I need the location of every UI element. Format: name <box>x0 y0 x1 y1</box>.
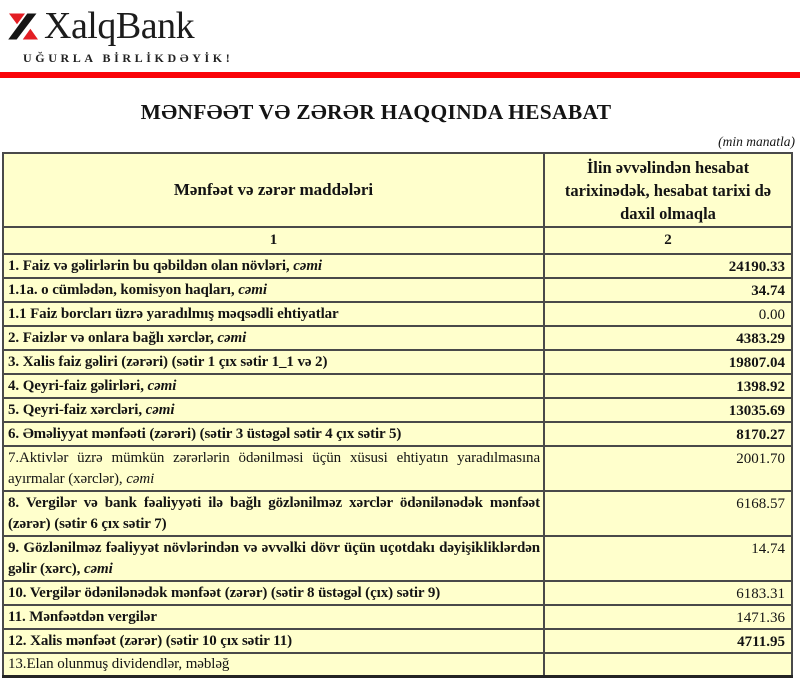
row-label: 8. Vergilər və bank fəaliyyəti ilə bağlı gözlənilməz xərclər ödənilənədək mənfəət (zərər) (sətir 6 çıx sətir 7) <box>3 491 544 536</box>
row-value: 24190.33 <box>544 254 792 278</box>
table-row <box>3 536 792 581</box>
row-value: 8170.27 <box>544 422 792 446</box>
column-index-1: 1 <box>3 227 544 254</box>
row-value: 14.74 <box>544 536 792 581</box>
row-value: 1471.36 <box>544 605 792 629</box>
row-value: 34.74 <box>544 278 792 302</box>
row-label: 9. Gözlənilməz fəaliyyət növlərindən və əvvəlki dövr üçün uçotdakı dəyişikliklərdən gəlir (xərc), cəmi <box>3 536 544 581</box>
row-label: 6. Əməliyyat mənfəəti (zərəri) (sətir 3 üstəgəl sətir 4 çıx sətir 5) <box>3 422 544 446</box>
xalqbank-logo-text: XalqBank <box>44 5 195 47</box>
row-label: 1.1 Faiz borcları üzrə yaradılmış məqsədli ehtiyatlar <box>3 302 544 326</box>
brand-divider-bar <box>0 72 800 78</box>
table-row <box>3 581 792 605</box>
row-value: 6168.57 <box>544 491 792 536</box>
table-row <box>3 629 792 653</box>
row-label: 11. Mənfəətdən vergilər <box>3 605 544 629</box>
row-value: 19807.04 <box>544 350 792 374</box>
column-index-2: 2 <box>544 227 792 254</box>
xalqbank-logo-icon <box>8 12 39 41</box>
profit-loss-table <box>2 152 793 678</box>
row-value: 4383.29 <box>544 326 792 350</box>
row-label: 1.1a. o cümlədən, komisyon haqları, cəmi <box>3 278 544 302</box>
row-value: 6183.31 <box>544 581 792 605</box>
header-row <box>3 153 792 227</box>
column-header-period: İlin əvvəlindən hesabat tarixinədək, hesabat tarixi də daxil olmaqla <box>544 153 792 227</box>
brand-tagline: UĞURLA BİRLİKDƏYİK! <box>23 51 234 65</box>
report-title: MƏNFƏƏT VƏ ZƏRƏR HAQQINDA HESABAT <box>140 100 612 124</box>
table-row <box>3 491 792 536</box>
table-row <box>3 374 792 398</box>
row-label: 7.Aktivlər üzrə mümkün zərərlərin ödənilməsi üçün xüsusi ehtiyatın yaradılmasına ayırmalar (xərclər), cəmi <box>3 446 544 491</box>
table-row <box>3 398 792 422</box>
row-label: 3. Xalis faiz gəliri (zərəri) (sətir 1 çıx sətir 1_1 və 2) <box>3 350 544 374</box>
row-label: 13.Elan olunmuş dividendlər, məbləğ <box>3 653 544 677</box>
row-value: 2001.70 <box>544 446 792 491</box>
row-label: 5. Qeyri-faiz xərcləri, cəmi <box>3 398 544 422</box>
row-label: 10. Vergilər ödənilənədək mənfəət (zərər) (sətir 8 üstəgəl (çıx) sətir 9) <box>3 581 544 605</box>
row-value: 0.00 <box>544 302 792 326</box>
unit-note: (min manatla) <box>718 134 795 149</box>
table-row <box>3 326 792 350</box>
table-row <box>3 446 792 491</box>
row-label: 4. Qeyri-faiz gəlirləri, cəmi <box>3 374 544 398</box>
table-row <box>3 350 792 374</box>
row-label: 1. Faiz və gəlirlərin bu qəbildən olan növləri, cəmi <box>3 254 544 278</box>
table-row <box>3 653 792 677</box>
table-row <box>3 278 792 302</box>
row-value: 4711.95 <box>544 629 792 653</box>
row-value: 13035.69 <box>544 398 792 422</box>
table-row <box>3 302 792 326</box>
column-index-row <box>3 227 792 254</box>
row-value <box>544 653 792 677</box>
row-label: 12. Xalis mənfəət (zərər) (sətir 10 çıx sətir 11) <box>3 629 544 653</box>
row-label: 2. Faizlər və onlara bağlı xərclər, cəmi <box>3 326 544 350</box>
table-row <box>3 605 792 629</box>
table-row <box>3 254 792 278</box>
table-row <box>3 422 792 446</box>
row-value: 1398.92 <box>544 374 792 398</box>
column-header-items: Mənfəət və zərər maddələri <box>3 153 544 227</box>
